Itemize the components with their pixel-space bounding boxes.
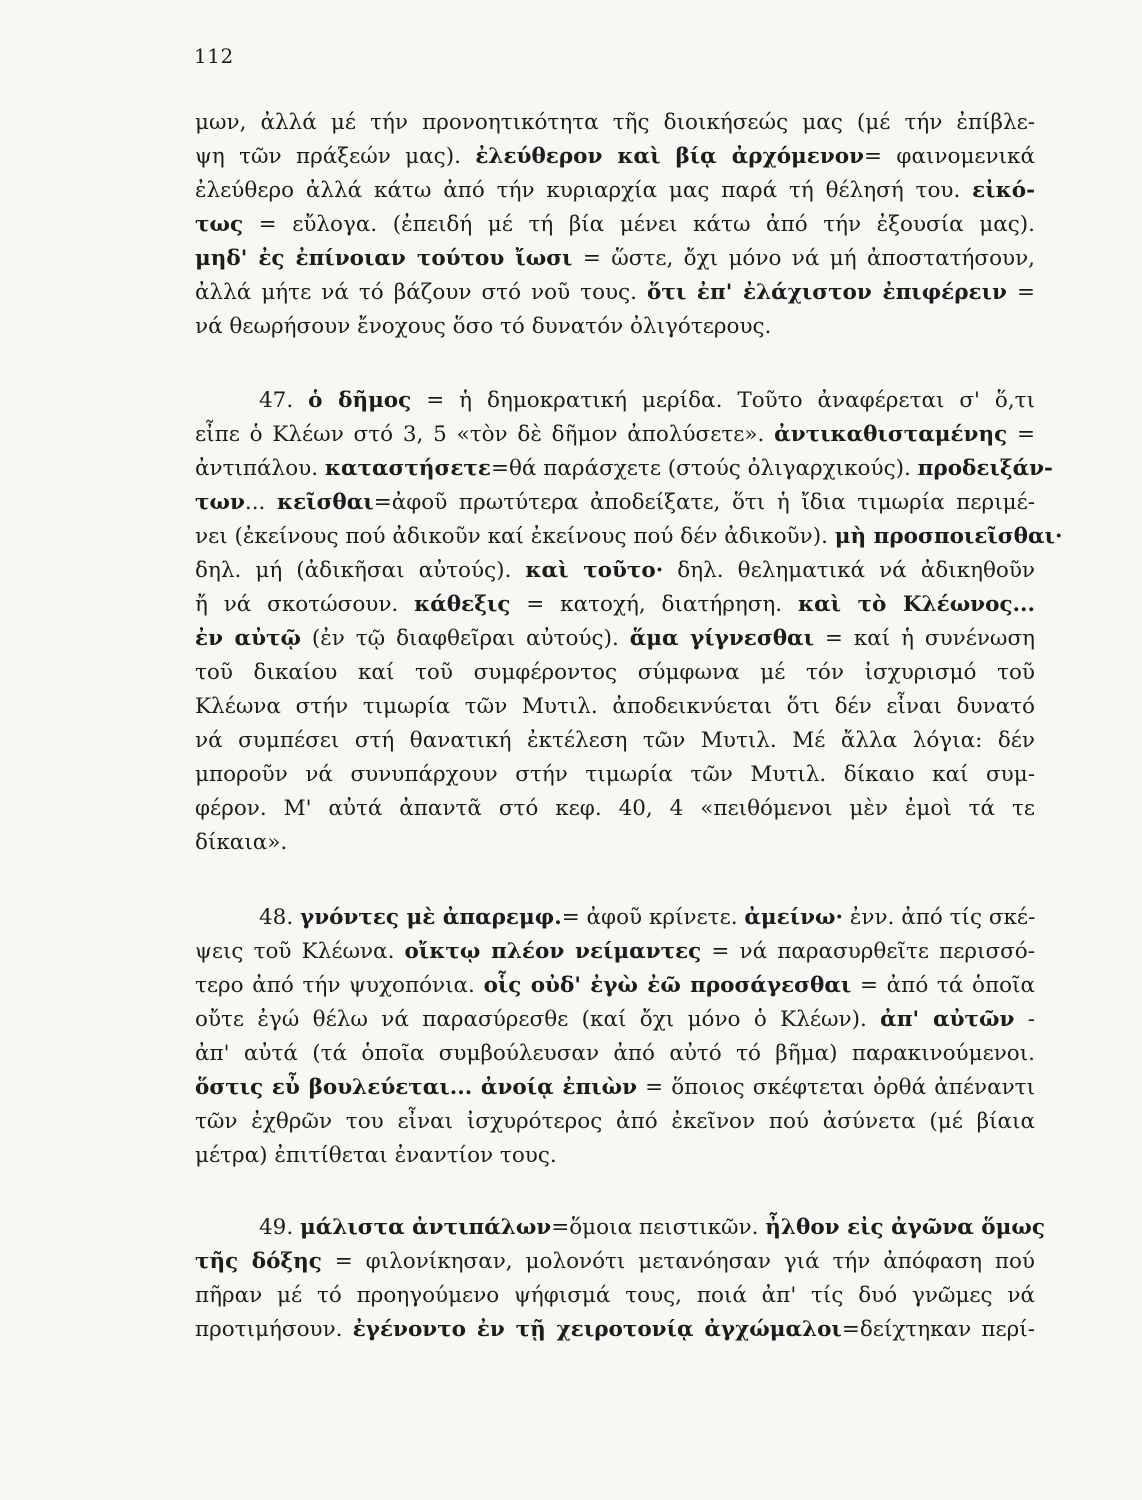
text-line: μων, ἀλλά μέ τήν προνοητικότητα τῆς διοικήσεώς μας (μέ τήν ἐπίβλε-	[195, 110, 1035, 135]
lemma-phrase: ἅμα γίγνεσθαι	[629, 626, 815, 651]
text-line: δηλ. μή (ἀδικῆσαι αὐτούς). καὶ τοῦτο· δηλ. θεληματικά νά ἀδικηθοῦν	[195, 558, 1035, 583]
lemma-phrase: εἰκό-	[972, 178, 1035, 203]
text-line: τῆς δόξης = φιλονίκησαν, μολονότι μετανόησαν γιά τήν ἀπόφαση πού	[195, 1249, 1036, 1274]
text-line: νά θεωρήσουν ἔνοχους ὅσο τό δυνατόν ὀλιγότερους.	[195, 314, 772, 339]
lemma-phrase: ἀμείνω·	[744, 905, 844, 930]
lemma-phrase: ἀπ' αὐτῶν	[880, 1007, 1015, 1032]
lemma-phrase: οἷς οὐδ' ἐγὼ ἐῶ προσάγεσθαι	[483, 973, 852, 998]
text-line: νει (ἐκείνους πού ἀδικοῦν καί ἐκείνους πού δέν ἀδικοῦν). μὴ προσποιεῖσθαι·	[195, 524, 1063, 549]
lemma-phrase: ὅτι ἐπ' ἐλάχιστον ἐπιφέρειν	[647, 280, 1007, 305]
paragraph-section-49	[195, 1211, 1045, 1347]
text-line: πῆραν μέ τό προηγούμενο ψήφισμά τους, ποιά ἀπ' τίς δυό γνῶμες νά	[195, 1283, 1035, 1308]
lemma-phrase: καταστήσετε	[324, 456, 491, 481]
text-line: ὅστις εὖ βουλεύεται... ἀνοίᾳ ἐπιὼν = ὅποιος σκέφτεται ὀρθά ἀπέναντι	[195, 1075, 1035, 1100]
text-line: προτιμήσουν. ἐγένοντο ἐν τῇ χειροτονίᾳ ἀγχώμαλοι=δείχτηκαν περί-	[195, 1317, 1035, 1342]
text-line: εἶπε ὁ Κλέων στό 3, 5 «τὸν δὲ δῆμον ἀπολύσετε». ἀντικαθισταμένης =	[195, 422, 1035, 447]
lemma-phrase: κεῖσθαι	[276, 490, 374, 515]
text-line: των... κεῖσθαι=ἀφοῦ πρωτύτερα ἀποδείξατε, ὅτι ἡ ἴδια τιμωρία περιμέ-	[195, 490, 1035, 515]
text-line: Κλέωνα στήν τιμωρία τῶν Μυτιλ. ἀποδεικνύεται ὅτι δέν εἶναι δυνατό	[195, 694, 1035, 719]
lemma-phrase: μηδ' ἐς ἐπίνοιαν τούτου ἴωσι	[195, 246, 573, 271]
text-line: ψεις τοῦ Κλέωνα. οἴκτῳ πλέον νείμαντες = νά παρασυρθεῖτε περισσό-	[195, 939, 1036, 964]
text-line: 47. ὁ δῆμος = ἡ δημοκρατική μερίδα. Τοῦτο ἀναφέρεται σ' ὅ,τι	[259, 388, 1036, 413]
paragraph-section-48	[195, 901, 1035, 1173]
text-line: ἤ νά σκοτώσουν. κάθεξις = κατοχή, διατήρηση. καὶ τὸ Κλέωνος...	[195, 592, 1035, 617]
text-line: ἀλλά μήτε νά τό βάζουν στό νοῦ τους. ὅτι ἐπ' ἐλάχιστον ἐπιφέρειν =	[195, 280, 1035, 305]
lemma-phrase: ἐλεύθερον καὶ βίᾳ ἀρχόμενον	[475, 144, 865, 169]
lemma-phrase: μὴ προσποιεῖσθαι·	[834, 524, 1063, 549]
page-number: 112	[194, 44, 234, 68]
text-line: ἀντιπάλου. καταστήσετε=θά παράσχετε (στούς ὀλιγαρχικούς). προδειξάν-	[195, 456, 1053, 481]
lemma-phrase: οἴκτῳ πλέον νείμαντες	[404, 939, 702, 964]
lemma-phrase: προδειξάν-	[917, 456, 1053, 481]
lemma-phrase: μάλιστα ἀντιπάλων	[300, 1215, 552, 1240]
text-line: μέτρα) ἐπιτίθεται ἐναντίον τους.	[195, 1143, 557, 1168]
lemma-phrase: ἀντικαθισταμένης	[774, 422, 1008, 447]
lemma-phrase: ὁ δῆμος	[308, 388, 412, 413]
lemma-phrase: καὶ τοῦτο·	[525, 558, 664, 583]
lemma-phrase: ἐγένοντο ἐν τῇ χειροτονίᾳ ἀγχώμαλοι	[352, 1317, 842, 1342]
text-line: 49. μάλιστα ἀντιπάλων=ὅμοια πειστικῶν. ἦλθον εἰς ἀγῶνα ὅμως	[259, 1215, 1045, 1240]
paragraph-section-47	[195, 384, 1063, 860]
text-line: τερο ἀπό τήν ψυχοπόνια. οἷς οὐδ' ἐγὼ ἐῶ προσάγεσθαι = ἀπό τά ὁποῖα	[195, 973, 1035, 998]
text-line: φέρον. Μ' αὐτά ἀπαντᾶ στό κεφ. 40, 4 «πειθόμενοι μὲν ἐμοὶ τά τε	[195, 796, 1035, 821]
lemma-phrase: ἐν αὐτῷ	[195, 626, 301, 651]
lemma-phrase: ὅστις εὖ βουλεύεται... ἀνοίᾳ ἐπιὼν	[195, 1075, 638, 1100]
text-line: 48. γνόντες μὲ ἀπαρεμφ.= ἀφοῦ κρίνετε. ἀμείνω· ἐνν. ἀπό τίς σκέ-	[259, 905, 1036, 930]
lemma-phrase: τως	[195, 212, 244, 237]
text-line: τοῦ δικαίου καί τοῦ συμφέροντος σύμφωνα μέ τόν ἰσχυρισμό τοῦ	[195, 660, 1035, 685]
lemma-phrase: γνόντες μὲ ἀπαρεμφ.	[300, 905, 562, 930]
text-line: δίκαια».	[195, 830, 288, 855]
text-line: ψη τῶν πράξεών μας). ἐλεύθερον καὶ βίᾳ ἀρχόμενον= φαινομενικά	[195, 144, 1036, 169]
text-line: μποροῦν νά συνυπάρχουν στήν τιμωρία τῶν Μυτιλ. δίκαιο καί συμ-	[195, 762, 1035, 787]
lemma-phrase: των	[195, 490, 245, 515]
text-line: τως = εὔλογα. (ἐπειδή μέ τή βία μένει κάτω ἀπό τήν ἐξουσία μας).	[195, 212, 1035, 237]
lemma-phrase: κάθεξις	[414, 592, 511, 617]
lemma-phrase: ἦλθον εἰς ἀγῶνα ὅμως	[765, 1215, 1045, 1240]
text-line: ἐν αὐτῷ (ἐν τῷ διαφθεῖραι αὐτούς). ἅμα γίγνεσθαι = καί ἡ συνένωση	[195, 626, 1036, 651]
lemma-phrase: τῆς δόξης	[195, 1249, 322, 1274]
text-line: μηδ' ἐς ἐπίνοιαν τούτου ἴωσι = ὥστε, ὄχι μόνο νά μή ἀποστατήσουν,	[195, 246, 1035, 271]
text-line: ἀπ' αὐτά (τά ὁποῖα συμβούλευσαν ἀπό αὐτό τό βῆμα) παρακινούμενοι.	[195, 1041, 1035, 1066]
text-line: οὔτε ἐγώ θέλω νά παρασύρεσθε (καί ὄχι μόνο ὁ Κλέων). ἀπ' αὐτῶν -	[195, 1007, 1035, 1032]
paragraph-continuation	[195, 106, 1035, 344]
text-line: νά συμπέσει στή θανατική ἐκτέλεση τῶν Μυτιλ. Μέ ἄλλα λόγια: δέν	[195, 728, 1035, 753]
lemma-phrase: καὶ τὸ Κλέωνος...	[798, 592, 1035, 617]
text-line: τῶν ἐχθρῶν του εἶναι ἰσχυρότερος ἀπό ἐκεῖνον πού ἀσύνετα (μέ βίαια	[195, 1109, 1035, 1134]
text-line: ἐλεύθερο ἀλλά κάτω ἀπό τήν κυριαρχία μας παρά τή θέλησή του. εἰκό-	[195, 178, 1035, 203]
